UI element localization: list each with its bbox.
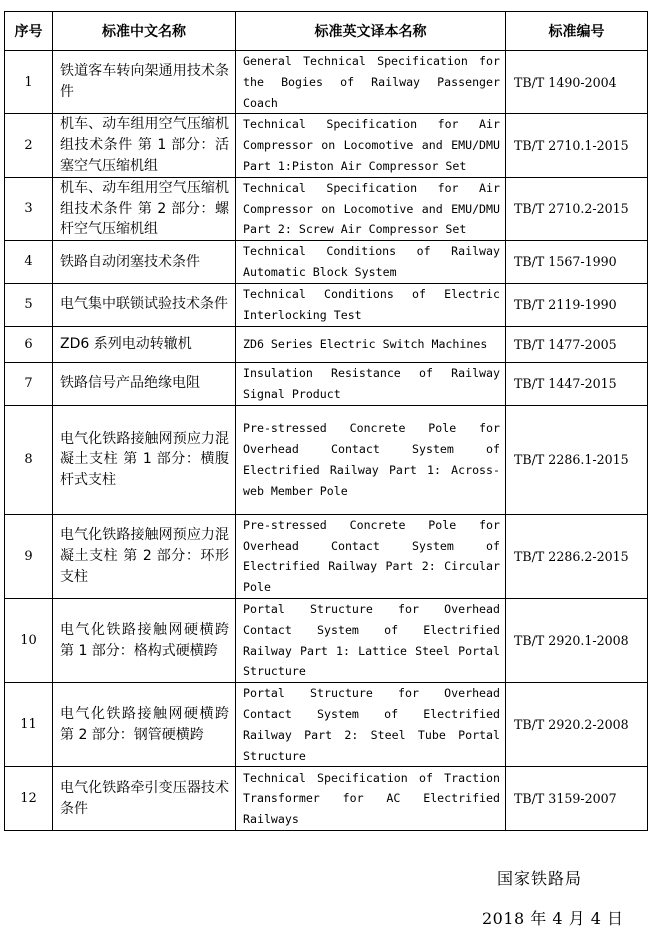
- row-serial-number: 3: [5, 177, 53, 240]
- issuing-authority: 国家铁路局: [497, 869, 583, 888]
- row-standard-code: TB/T 2710.1-2015: [506, 114, 648, 177]
- table-row: [5, 514, 648, 598]
- row-english-name: Pre-stressed Concrete Pole for Overhead Contact System of Electrified Railway Part 2: Circular Pole: [236, 514, 506, 598]
- row-serial-number: 6: [5, 326, 53, 362]
- header-chinese-name: 标准中文名称: [53, 12, 236, 51]
- row-chinese-name: 机车、动车组用空气压缩机组技术条件 第 1 部分：活塞空气压缩机组: [53, 114, 236, 177]
- table-row: [5, 177, 648, 240]
- row-chinese-name: 铁路信号产品绝缘电阻: [53, 362, 236, 405]
- row-serial-number: 7: [5, 362, 53, 405]
- row-chinese-name: 电气化铁路接触网硬横跨 第 1 部分：格构式硬横跨: [53, 598, 236, 682]
- row-standard-code: TB/T 1490-2004: [506, 51, 648, 114]
- row-standard-code: TB/T 1567-1990: [506, 241, 648, 284]
- table-header-row: [5, 12, 648, 51]
- row-serial-number: 1: [5, 51, 53, 114]
- row-serial-number: 9: [5, 514, 53, 598]
- table-row: [5, 283, 648, 326]
- row-chinese-name: ZD6 系列电动转辙机: [53, 326, 236, 362]
- row-chinese-name: 电气化铁路接触网预应力混凝土支柱 第 1 部分：横腹杆式支柱: [53, 405, 236, 514]
- row-standard-code: TB/T 2286.2-2015: [506, 514, 648, 598]
- row-chinese-name: 机车、动车组用空气压缩机组技术条件 第 2 部分：螺杆空气压缩机组: [53, 177, 236, 240]
- row-standard-code: TB/T 2286.1-2015: [506, 405, 648, 514]
- row-standard-code: TB/T 1477-2005: [506, 326, 648, 362]
- row-chinese-name: 电气化铁路接触网硬横跨 第 2 部分：钢管硬横跨: [53, 683, 236, 767]
- row-serial-number: 4: [5, 241, 53, 284]
- row-standard-code: TB/T 1447-2015: [506, 362, 648, 405]
- table-row: [5, 598, 648, 682]
- row-standard-code: TB/T 2119-1990: [506, 283, 648, 326]
- row-chinese-name: 电气化铁路接触网预应力混凝土支柱 第 2 部分：环形支柱: [53, 514, 236, 598]
- row-english-name: ZD6 Series Electric Switch Machines: [236, 326, 506, 362]
- row-standard-code: TB/T 2710.2-2015: [506, 177, 648, 240]
- row-serial-number: 10: [5, 598, 53, 682]
- header-english-name: 标准英文译本名称: [236, 12, 506, 51]
- header-serial-number: 序号: [5, 12, 53, 51]
- row-chinese-name: 铁路自动闭塞技术条件: [53, 241, 236, 284]
- row-english-name: Insulation Resistance of Railway Signal Product: [236, 362, 506, 405]
- table-row: [5, 362, 648, 405]
- issue-date: 2018 年 4 月 4 日: [482, 909, 624, 928]
- row-english-name: Technical Specification of Traction Transformer for AC Electrified Railways: [236, 767, 506, 831]
- row-serial-number: 11: [5, 683, 53, 767]
- row-english-name: General Technical Specification for the Bogies of Railway Passenger Coach: [236, 51, 506, 114]
- row-english-name: Portal Structure for Overhead Contact System of Electrified Railway Part 1: Lattice Steel Portal Structure: [236, 598, 506, 682]
- row-standard-code: TB/T 2920.2-2008: [506, 683, 648, 767]
- header-standard-code: 标准编号: [506, 12, 648, 51]
- row-serial-number: 5: [5, 283, 53, 326]
- table-row: [5, 241, 648, 284]
- row-english-name: Technical Specification for Air Compressor on Locomotive and EMU/DMU Part 2: Screw Air Compressor Set: [236, 177, 506, 240]
- row-chinese-name: 铁道客车转向架通用技术条件: [53, 51, 236, 114]
- table-row: [5, 51, 648, 114]
- row-chinese-name: 电气化铁路牵引变压器技术条件: [53, 767, 236, 831]
- table-row: [5, 405, 648, 514]
- row-standard-code: TB/T 3159-2007: [506, 767, 648, 831]
- row-english-name: Technical Conditions of Electric Interlocking Test: [236, 283, 506, 326]
- row-english-name: Pre-stressed Concrete Pole for Overhead Contact System of Electrified Railway Part 1: Across-web Member Pole: [236, 405, 506, 514]
- row-standard-code: TB/T 2920.1-2008: [506, 598, 648, 682]
- row-serial-number: 2: [5, 114, 53, 177]
- standards-table: [4, 11, 648, 831]
- table-row: [5, 114, 648, 177]
- row-chinese-name: 电气集中联锁试验技术条件: [53, 283, 236, 326]
- row-english-name: Technical Specification for Air Compressor on Locomotive and EMU/DMU Part 1:Piston Air Compressor Set: [236, 114, 506, 177]
- table-row: [5, 326, 648, 362]
- row-english-name: Portal Structure for Overhead Contact System of Electrified Railway Part 2: Steel Tube Portal Structure: [236, 683, 506, 767]
- row-english-name: Technical Conditions of Railway Automatic Block System: [236, 241, 506, 284]
- table-row: [5, 683, 648, 767]
- row-serial-number: 8: [5, 405, 53, 514]
- row-serial-number: 12: [5, 767, 53, 831]
- table-row: [5, 767, 648, 831]
